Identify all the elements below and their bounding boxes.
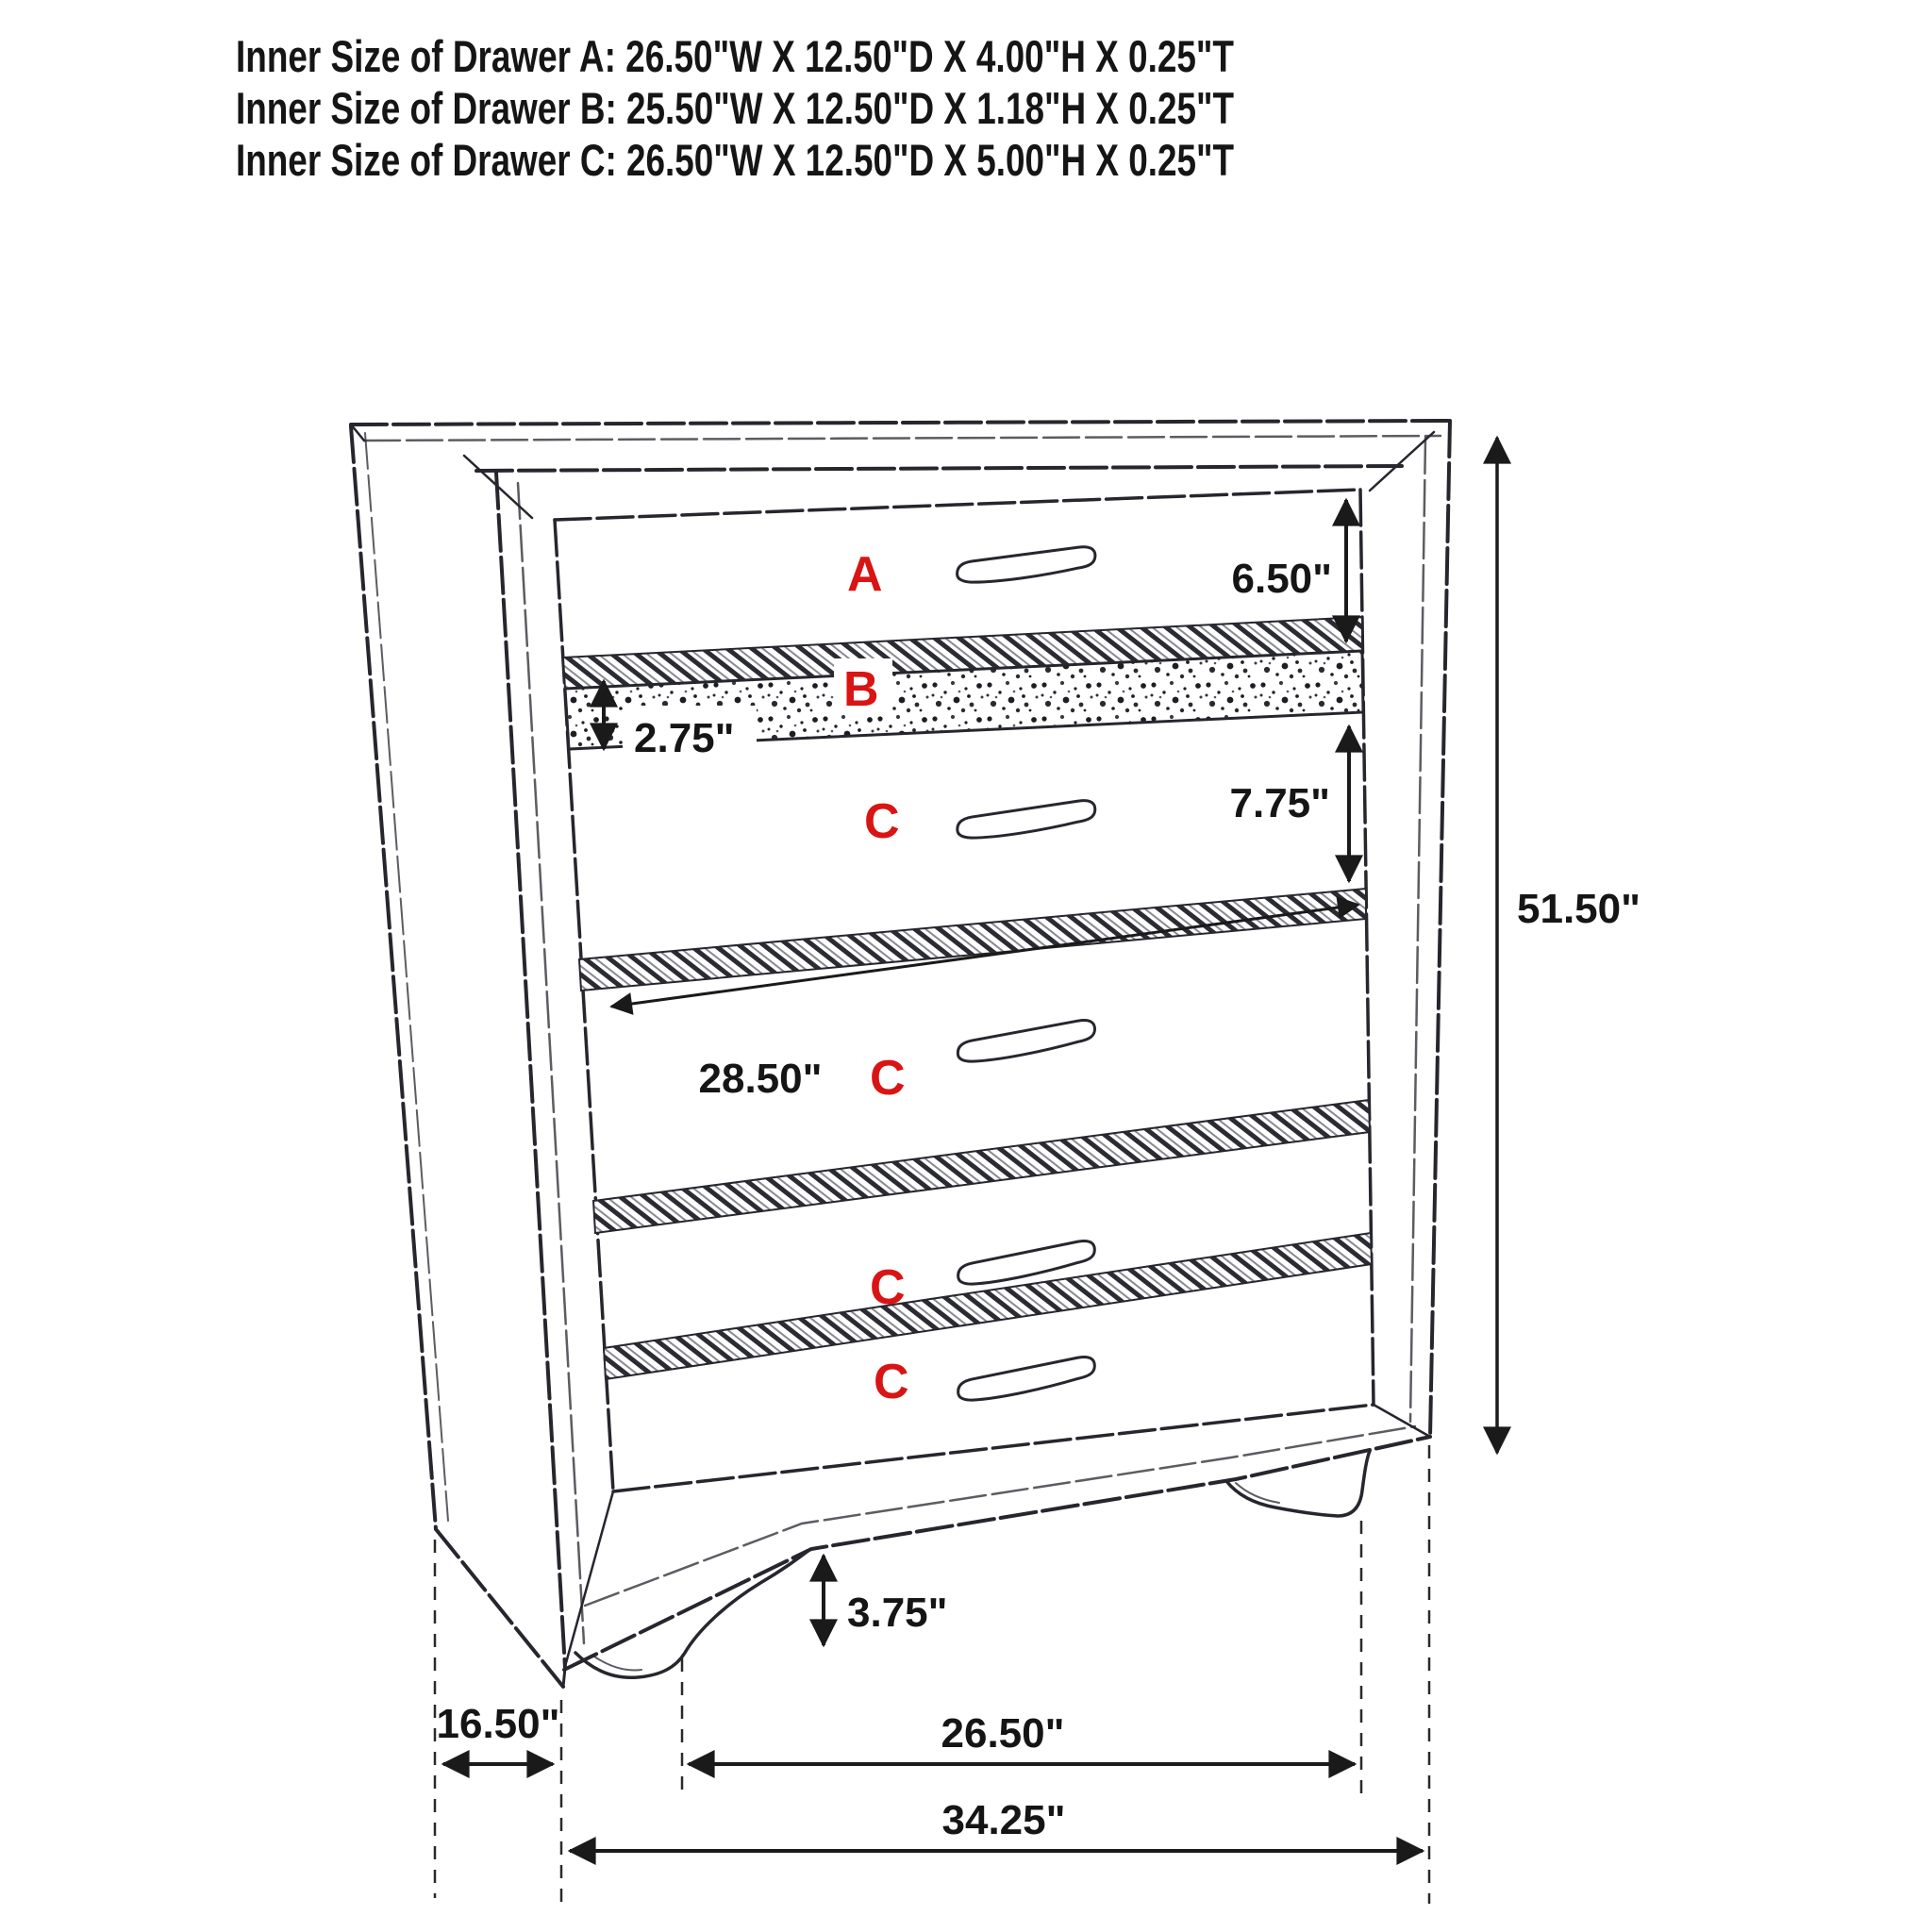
dim-leg-height <box>824 1556 948 1645</box>
dim-drawer-a-height-label: 6.50" <box>1231 556 1332 602</box>
dim-depth-label: 16.50" <box>436 1701 560 1747</box>
bottom-frame <box>564 1405 1430 1670</box>
header-line-3: Inner Size of Drawer C: 26.50"W X 12.50"D X 5.00"H X 0.25"T <box>236 135 1235 185</box>
dim-overall-height-label: 51.50" <box>1517 886 1641 932</box>
dim-drawer-c-height-label: 7.75" <box>1229 780 1330 826</box>
dim-width-between-legs <box>689 1710 1355 1764</box>
drawer-pull-icon <box>956 1019 1097 1063</box>
dim-drawer-width-label: 28.50" <box>698 1056 823 1102</box>
dim-overall-height <box>1497 438 1641 1453</box>
rail-under-drawer-c1 <box>579 889 1366 991</box>
drawer-b-label: B <box>843 662 879 717</box>
front-frame <box>496 421 1450 1668</box>
drawer-c2-label: C <box>870 1051 906 1106</box>
dim-drawer-c-height <box>1230 726 1350 881</box>
drawer-c1-pull <box>956 800 1096 840</box>
dim-overall-width <box>570 1797 1423 1851</box>
right-bracket-foot <box>1226 1451 1370 1516</box>
cabinet-drawing <box>351 421 1450 1687</box>
drawer-c1-label: C <box>864 794 900 849</box>
drawer-c2-pull <box>956 1019 1097 1063</box>
dim-leg-height-label: 3.75" <box>847 1590 948 1636</box>
cabinet-top-edges <box>351 421 1450 518</box>
drawer-pull-icon <box>956 800 1096 840</box>
side-panel <box>351 426 565 1687</box>
drawer-pull-icon <box>956 546 1096 583</box>
dim-drawer-b-height-label: 2.75" <box>634 715 735 761</box>
header-line-2: Inner Size of Drawer B: 25.50"W X 12.50"D X 1.18"H X 0.25"T <box>236 83 1235 133</box>
header-title-block <box>236 31 1234 185</box>
rail-under-drawer-c2 <box>593 1100 1370 1233</box>
drawer-pull-icon <box>956 1356 1097 1402</box>
drawer-c3-label: C <box>870 1260 906 1315</box>
drawer-a-label: A <box>847 547 883 602</box>
rail-under-drawer-c3 <box>604 1233 1372 1379</box>
dim-width-between-legs-label: 26.50" <box>941 1710 1065 1757</box>
drawer-a-pull <box>956 546 1096 583</box>
dim-depth <box>437 1701 560 1764</box>
extension-dashed-lines <box>435 1445 1429 1904</box>
header-line-1: Inner Size of Drawer A: 26.50"W X 12.50"D X 4.00"H X 0.25"T <box>236 31 1235 81</box>
drawer-c4-label: C <box>874 1355 909 1409</box>
drawer-c4-pull <box>956 1356 1097 1402</box>
dim-overall-width-label: 34.25" <box>941 1797 1066 1843</box>
